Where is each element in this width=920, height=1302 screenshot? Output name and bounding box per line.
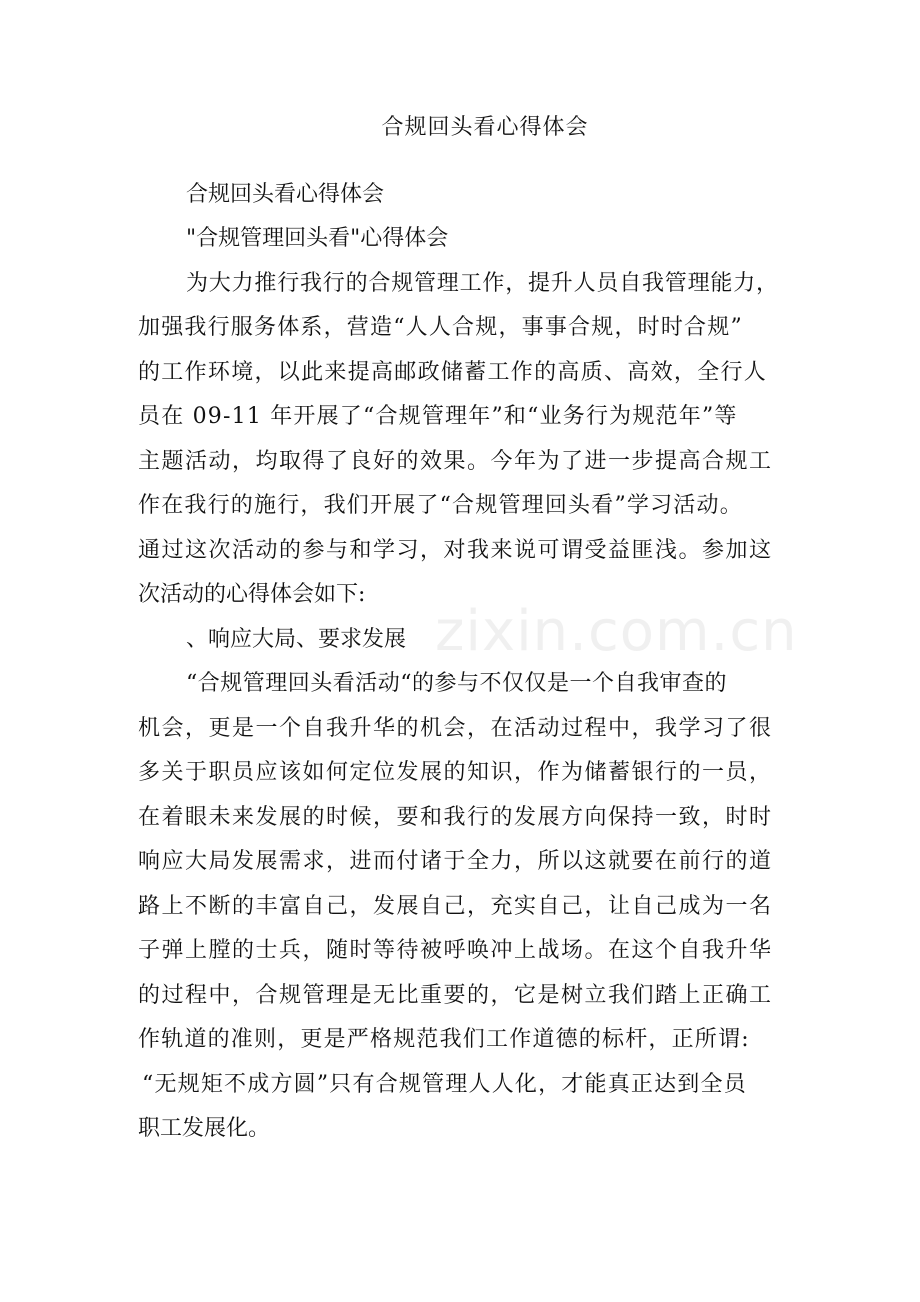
watermark: zixin.com.cn (435, 599, 798, 664)
paragraph-line: 在着眼未来发展的时候，要和我行的发展方向保持一致，时时 (138, 805, 773, 830)
paragraph-line: “无规矩不成方圆”只有合规管理人人化，才能真正达到全员 (142, 1072, 747, 1097)
paragraph-line: 职工发展化。 (138, 1116, 271, 1141)
section-heading: 、响应大局、要求发展 (186, 627, 407, 652)
paragraph-line: 机会，更是一个自我升华的机会，在活动过程中，我学习了很 (138, 716, 773, 741)
paragraph-line: 子弹上膛的士兵，随时等待被呼唤冲上战场。在这个自我升华 (138, 938, 773, 963)
paragraph-line: “合规管理回头看活动“的参与不仅仅是一个自我审查的 (186, 671, 727, 696)
paragraph-line: 次活动的心得体会如下: (138, 582, 366, 607)
document-title: 合规回头看心得体会 (381, 115, 589, 140)
paragraph-line: 作轨道的准则，更是严格规范我们工作道德的标杆，正所谓: (138, 1027, 750, 1052)
paragraph-line: 加强我行服务体系，营造“人人合规，事事合规，时时合规” (138, 315, 743, 340)
paragraph-line: 的工作环境，以此来提高邮政储蓄工作的高质、高效，全行人 (138, 360, 768, 385)
paragraph-line: 合规回头看心得体会 (186, 182, 385, 207)
paragraph-line: 多关于职员应该如何定位发展的知识，作为储蓄银行的一员， (138, 760, 773, 785)
paragraph-line: "合规管理回头看"心得体会 (186, 226, 449, 251)
paragraph-line: 主题活动，均取得了良好的效果。今年为了进一步提高合规工 (138, 449, 773, 474)
paragraph-line: 员在 09-11 年开展了“合规管理年”和“业务行为规范年”等 (138, 404, 738, 429)
paragraph-line: 通过这次活动的参与和学习，对我来说可谓受益匪浅。参加这 (138, 538, 773, 563)
paragraph-line: 的过程中，合规管理是无比重要的，它是树立我们踏上正确工 (138, 983, 773, 1008)
paragraph-line: 作在我行的施行，我们开展了“合规管理回头看”学习活动。 (138, 493, 743, 518)
paragraph-line: 响应大局发展需求，进而付诸于全力，所以这就要在前行的道 (138, 849, 773, 874)
paragraph-line: 为大力推行我行的合规管理工作，提升人员自我管理能力， (186, 271, 779, 296)
paragraph-line: 路上不断的丰富自己，发展自己，充实自己，让自己成为一名 (138, 894, 773, 919)
